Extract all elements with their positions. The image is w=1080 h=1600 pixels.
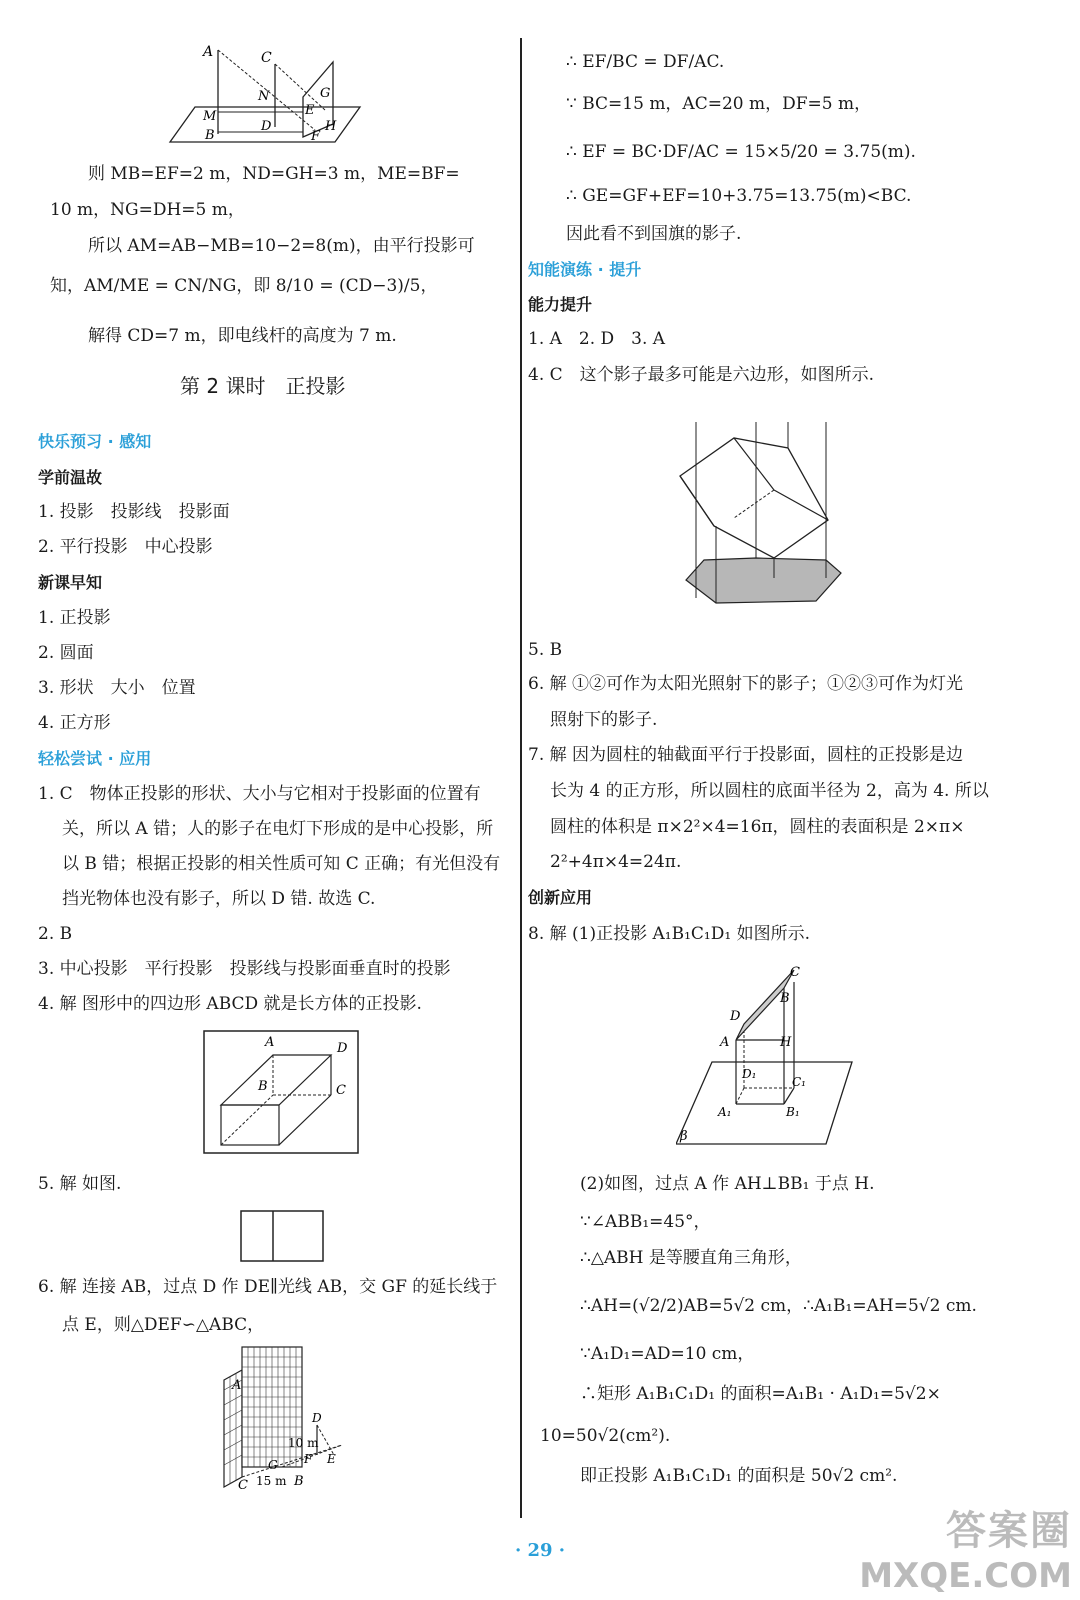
- answer-line: (2)如图，过点 A 作 AH⊥BB₁ 于点 H.: [580, 1174, 875, 1194]
- answer-line: 4. 正方形: [38, 713, 111, 733]
- text-line: 解得 CD=7 m，即电线杆的高度为 7 m.: [88, 326, 397, 346]
- figure-label: D: [337, 1041, 348, 1056]
- answer-line: ∴AH=(√2/2)AB=5√2 cm，∴A₁B₁=AH=5√2 cm.: [580, 1296, 977, 1316]
- figure-label: H: [780, 1035, 792, 1050]
- lesson-title: 第 2 课时 正投影: [180, 374, 346, 398]
- answer-line: 2²+4π×4=24π.: [550, 852, 682, 872]
- page-number: · 29 ·: [514, 1540, 566, 1561]
- figure-label: G: [320, 86, 331, 101]
- figure-label: C: [790, 965, 800, 980]
- subheading: 新课早知: [38, 573, 103, 592]
- answer-line: 8. 解 (1)正投影 A₁B₁C₁D₁ 如图所示.: [528, 924, 810, 944]
- text-line: 知，AM/ME = CN/NG，即 8/10 = (CD−3)/5，: [50, 276, 438, 296]
- figure-label: D₁: [742, 1067, 757, 1081]
- text-line: 则 MB=EF=2 m，ND=GH=3 m，ME=BF=: [88, 164, 460, 184]
- answer-line: 即正投影 A₁B₁C₁D₁ 的面积是 50√2 cm².: [580, 1466, 898, 1486]
- answer-line: 3. 中心投影 平行投影 投影线与投影面垂直时的投影: [38, 959, 451, 979]
- text-line: 所以 AM=AB−MB=10−2=8(m)，由平行投影可: [88, 236, 475, 256]
- answer-line: 关，所以 A 错；人的影子在电灯下形成的是中心投影，所: [62, 819, 494, 839]
- figure-label: F: [304, 1452, 313, 1466]
- subheading: 创新应用: [528, 888, 593, 907]
- answer-line: 4. C 这个影子最多可能是六边形，如图所示.: [528, 365, 875, 385]
- answer-line: 4. 解 图形中的四边形 ABCD 就是长方体的正投影.: [38, 994, 422, 1014]
- figure-label: C: [238, 1478, 248, 1491]
- figure-label: N: [258, 89, 270, 104]
- text-line: ∴ EF/BC = DF/AC.: [566, 52, 725, 72]
- section-heading: 轻松尝试 · 应用: [38, 749, 152, 768]
- figure-label: D: [261, 119, 272, 134]
- answer-line: ∴△ABH 是等腰直角三角形，: [580, 1248, 802, 1268]
- text-line: ∵ BC=15 m，AC=20 m，DF=5 m，: [566, 94, 872, 114]
- answer-line: ∴矩形 A₁B₁C₁D₁ 的面积=A₁B₁ · A₁D₁=5√2×: [580, 1384, 941, 1404]
- figure-label: β: [680, 1129, 688, 1144]
- figure-label: C: [336, 1083, 346, 1098]
- watermark: [859, 1499, 1072, 1596]
- figure-hexagon-shadow: [676, 418, 862, 608]
- answer-line: 5. B: [528, 640, 563, 660]
- figure-label: F: [311, 129, 321, 144]
- answer-line: 照射下的影子.: [550, 710, 658, 730]
- answer-line: 挡光物体也没有影子，所以 D 错. 故选 C.: [62, 889, 376, 909]
- column-divider: [520, 38, 522, 1518]
- answer-line: 2. 圆面: [38, 643, 94, 663]
- answer-line: 6. 解 ①②可作为太阳光照射下的影子；①②③可作为灯光: [528, 674, 964, 694]
- answer-line: 2. B: [38, 924, 73, 944]
- figure-label: H: [325, 119, 337, 134]
- figure-label: A: [265, 1035, 275, 1050]
- figure-pole-shadow: [165, 42, 365, 152]
- text-line: ∴ EF = BC·DF/AC = 15×5/20 = 3.75(m).: [566, 142, 916, 162]
- answer-line: 1. 正投影: [38, 608, 111, 628]
- answer-line: 3. 形状 大小 位置: [38, 678, 196, 698]
- watermark-line1: 答案圈: [946, 1508, 1072, 1554]
- answer-line: 长为 4 的正方形，所以圆柱的底面半径为 2，高为 4. 所以: [550, 781, 989, 801]
- figure-label: D: [312, 1411, 322, 1425]
- figure-label: A: [720, 1035, 730, 1050]
- figure-label: C: [261, 50, 272, 66]
- answer-line: 10=50√2(cm²).: [540, 1426, 671, 1446]
- figure-label: C₁: [792, 1075, 806, 1089]
- text-line: ∴ GE=GF+EF=10+3.75=13.75(m)<BC.: [566, 186, 912, 206]
- figure-label: E: [305, 103, 315, 118]
- figure-label: M: [203, 109, 217, 124]
- answer-line: 2. 平行投影 中心投影: [38, 537, 213, 557]
- answer-line: 5. 解 如图.: [38, 1174, 122, 1194]
- figure-label: A₁: [718, 1105, 732, 1119]
- figure-label: B: [780, 991, 790, 1006]
- figure-label: 10 m: [288, 1436, 319, 1450]
- figure-label: A: [232, 1378, 242, 1393]
- answer-line: ∵A₁D₁=AD=10 cm，: [580, 1344, 755, 1364]
- section-heading: 快乐预习 · 感知: [38, 432, 152, 451]
- figure-label: B₁: [786, 1105, 800, 1119]
- label: A: [203, 44, 214, 60]
- answer-line: 圆柱的体积是 π×2²×4=16π，圆柱的表面积是 2×π×: [550, 817, 965, 837]
- subheading: 能力提升: [528, 295, 593, 314]
- figure-building-flag: [222, 1345, 362, 1491]
- figure-label: 15 m: [256, 1474, 287, 1488]
- subheading: 学前温故: [38, 468, 103, 487]
- answer-line: ∵∠ABB₁=45°，: [580, 1212, 711, 1232]
- figure-label: B: [294, 1474, 304, 1489]
- figure-cuboid-projection: [203, 1030, 359, 1154]
- answer-line: 以 B 错；根据正投影的相关性质可知 C 正确；有光但没有: [62, 854, 501, 874]
- figure-label: D: [730, 1009, 741, 1024]
- figure-front-view: [240, 1210, 324, 1262]
- figure-label: G: [268, 1458, 278, 1472]
- figure-label: E: [327, 1452, 336, 1466]
- answer-line: 6. 解 连接 AB，过点 D 作 DE∥光线 AB，交 GF 的延长线于: [38, 1277, 498, 1297]
- answer-line: 1. A 2. D 3. A: [528, 329, 666, 349]
- figure-plane-projection: [676, 962, 862, 1148]
- text-line: 10 m，NG=DH=5 m，: [50, 200, 245, 220]
- section-heading: 知能演练 · 提升: [528, 260, 642, 279]
- figure-label: B: [205, 128, 215, 143]
- answer-line: 1. C 物体正投影的形状、大小与它相对于投影面的位置有: [38, 784, 481, 804]
- answer-line: 1. 投影 投影线 投影面: [38, 502, 230, 522]
- text-line: 因此看不到国旗的影子.: [566, 224, 742, 244]
- watermark-line2: MXQE.COM: [859, 1556, 1072, 1596]
- answer-line: 7. 解 因为圆柱的轴截面平行于投影面，圆柱的正投影是边: [528, 745, 964, 765]
- figure-label: B: [258, 1079, 268, 1094]
- answer-line: 点 E，则△DEF∽△ABC，: [62, 1315, 265, 1335]
